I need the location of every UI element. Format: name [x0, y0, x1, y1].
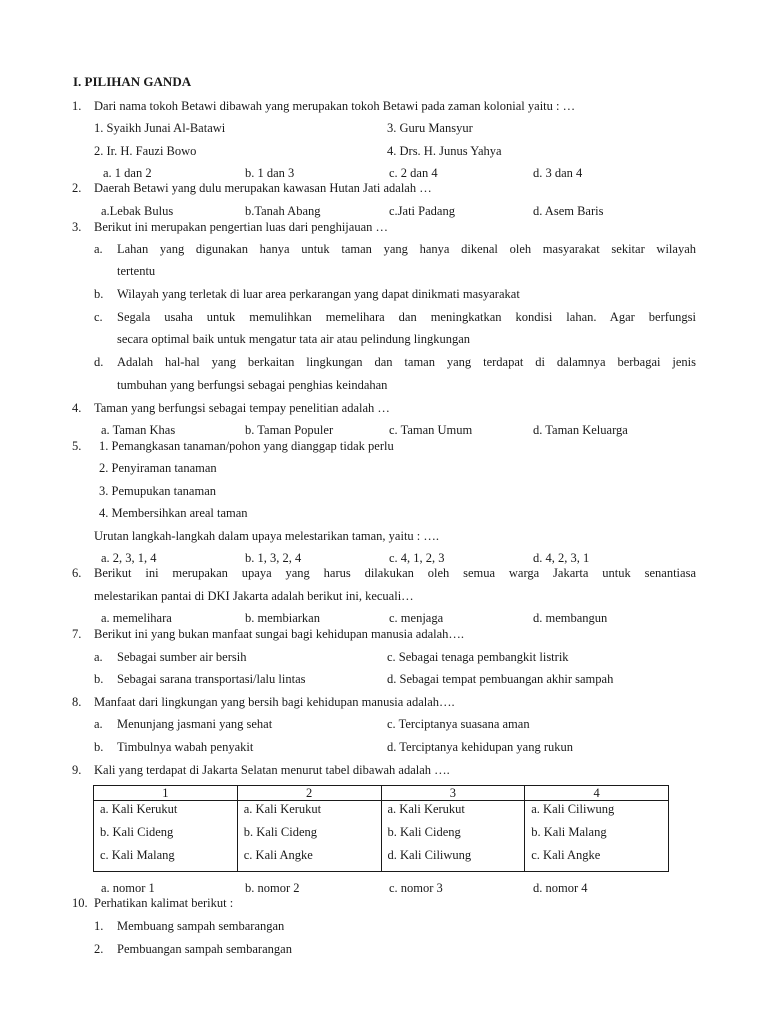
question-text: Berikut ini merupakan upaya yang harus dilakukan oleh semua warga Jakarta untuk senantiasa	[94, 566, 696, 580]
cell-line: a. Kali Kerukut	[243, 802, 322, 816]
question-text: Manfaat dari lingkungan yang bersih bagi kehidupan manusia adalah….	[94, 695, 455, 709]
option-text: Sebagai sumber air bersih	[117, 650, 247, 664]
question-number: 4.	[72, 401, 82, 415]
option-text: secara optimal baik untuk mengatur tata air atau pelindung lingkungan	[117, 332, 471, 346]
table-cell	[94, 801, 238, 872]
option-letter: c.	[94, 310, 103, 324]
table-header: 4	[525, 786, 669, 801]
list-item: Membuang sampah sembarangan	[117, 919, 285, 933]
cell-line: c. Kali Angke	[531, 848, 601, 862]
section-title: I. PILIHAN GANDA	[73, 74, 192, 89]
list-number: 2.	[94, 942, 104, 956]
option-letter: b.	[94, 287, 104, 301]
question-number: 6.	[72, 566, 82, 580]
answer-option: c. 4, 1, 2, 3	[389, 551, 445, 565]
answer-option: a. nomor 1	[101, 881, 155, 895]
answer-option: b. membiarkan	[245, 611, 320, 625]
option-text: d. Sebagai tempat pembuangan akhir sampah	[387, 672, 614, 686]
answer-option: c. 2 dan 4	[389, 166, 438, 180]
question-number: 5.	[72, 439, 82, 453]
table-header-row	[94, 786, 669, 801]
table-header: 1	[94, 786, 238, 801]
answer-option: a. 2, 3, 1, 4	[101, 551, 157, 565]
list-item: 3. Guru Mansyur	[387, 121, 473, 135]
answer-option: d. Asem Baris	[533, 204, 604, 218]
question-number: 9.	[72, 763, 82, 777]
option-text: c. Sebagai tenaga pembangkit listrik	[387, 650, 569, 664]
list-item: 2. Penyiraman tanaman	[99, 461, 217, 475]
table-cell	[237, 801, 381, 872]
option-text: d. Terciptanya kehidupan yang rukun	[387, 740, 573, 754]
option-text: Wilayah yang terletak di luar area perkarangan yang dapat dinikmati masyarakat	[117, 287, 520, 301]
question-number: 10.	[72, 896, 88, 910]
option-text: Menunjang jasmani yang sehat	[117, 717, 273, 731]
question-text: Berikut ini merupakan pengertian luas dari penghijauan …	[94, 220, 389, 234]
answer-option: c. Taman Umum	[389, 423, 473, 437]
cell-line: b. Kali Cideng	[100, 825, 174, 839]
answer-option: a. 1 dan 2	[103, 166, 152, 180]
list-item: 4. Membersihkan areal taman	[99, 506, 248, 520]
answer-option: d. Taman Keluarga	[533, 423, 628, 437]
cell-line: a. Kali Kerukut	[100, 802, 178, 816]
answer-option: a.Lebak Bulus	[101, 204, 174, 218]
cell-line: a. Kali Ciliwung	[531, 802, 615, 816]
question-text: melestarikan pantai di DKI Jakarta adalah berikut ini, kecuali…	[94, 589, 414, 603]
answer-option: b. nomor 2	[245, 881, 300, 895]
list-item: 3. Pemupukan tanaman	[99, 484, 216, 498]
question-text: Perhatikan kalimat berikut :	[94, 896, 234, 910]
option-text: Segala usaha untuk memulihkan memelihara dan meningkatkan kondisi lahan. Agar berfungsi	[117, 310, 696, 324]
answer-option: b. 1 dan 3	[245, 166, 295, 180]
list-item: 1. Pemangkasan tanaman/pohon yang dianggap tidak perlu	[99, 439, 394, 453]
list-item: 2. Ir. H. Fauzi Bowo	[94, 144, 197, 158]
question-text: Urutan langkah-langkah dalam upaya melestarikan taman, yaitu : ….	[94, 529, 440, 543]
cell-line: a. Kali Kerukut	[387, 802, 465, 816]
option-letter: a.	[94, 650, 103, 664]
answer-option: c.Jati Padang	[389, 204, 455, 218]
option-text: Lahan yang digunakan hanya untuk taman yang hanya dikenal oleh masyarakat sekitar wilayah	[117, 242, 696, 256]
question-text: Taman yang berfungsi sebagai tempay penelitian adalah …	[94, 401, 390, 415]
question-text: Daerah Betawi yang dulu merupakan kawasan Hutan Jati adalah …	[94, 181, 432, 195]
list-number: 1.	[94, 919, 104, 933]
cell-line: b. Kali Malang	[531, 825, 607, 839]
answer-option: b. 1, 3, 2, 4	[245, 551, 302, 565]
answer-option: a. Taman Khas	[101, 423, 176, 437]
answer-option: b. Taman Populer	[245, 423, 334, 437]
answer-option: b.Tanah Abang	[245, 204, 321, 218]
question-text: Berikut ini yang bukan manfaat sungai bagi kehidupan manusia adalah….	[94, 627, 465, 641]
answer-option: a. memelihara	[101, 611, 172, 625]
option-letter: b.	[94, 672, 104, 686]
option-letter: a.	[94, 242, 103, 256]
cell-line: c. Kali Angke	[243, 848, 313, 862]
list-item: 1. Syaikh Junai Al-Batawi	[94, 121, 226, 135]
question-text: Dari nama tokoh Betawi dibawah yang merupakan tokoh Betawi pada zaman kolonial yaitu : …	[94, 99, 576, 113]
table-row	[94, 801, 669, 872]
option-letter: a.	[94, 717, 103, 731]
question-text: Kali yang terdapat di Jakarta Selatan menurut tabel dibawah adalah ….	[94, 763, 450, 777]
answer-option: d. 4, 2, 3, 1	[533, 551, 590, 565]
table-header: 3	[381, 786, 525, 801]
question-number: 3.	[72, 220, 82, 234]
option-text: tumbuhan yang berfungsi sebagai penghias keindahan	[117, 378, 388, 392]
option-letter: d.	[94, 355, 104, 369]
table-header: 2	[237, 786, 381, 801]
question-number: 2.	[72, 181, 82, 195]
table-cell	[381, 801, 525, 872]
option-text: c. Terciptanya suasana aman	[387, 717, 530, 731]
answer-option: d. membangun	[533, 611, 608, 625]
cell-line: b. Kali Cideng	[387, 825, 461, 839]
option-text: Timbulnya wabah penyakit	[117, 740, 254, 754]
question-number: 1.	[72, 99, 82, 113]
option-text: tertentu	[117, 264, 156, 278]
list-item: Pembuangan sampah sembarangan	[117, 942, 292, 956]
option-text: Sebagai sarana transportasi/lalu lintas	[117, 672, 306, 686]
table-cell	[525, 801, 669, 872]
option-letter: b.	[94, 740, 104, 754]
cell-line: d. Kali Ciliwung	[387, 848, 472, 862]
river-table	[93, 785, 669, 872]
answer-option: d. 3 dan 4	[533, 166, 583, 180]
question-number: 7.	[72, 627, 82, 641]
question-number: 8.	[72, 695, 82, 709]
answer-option: c. nomor 3	[389, 881, 443, 895]
option-text: Adalah hal-hal yang berkaitan lingkungan dan taman yang terdapat di dalamnya berbagai jenis	[117, 355, 696, 369]
answer-option: d. nomor 4	[533, 881, 588, 895]
cell-line: c. Kali Malang	[100, 848, 175, 862]
cell-line: b. Kali Cideng	[243, 825, 318, 839]
answer-option: c. menjaga	[389, 611, 444, 625]
list-item: 4. Drs. H. Junus Yahya	[387, 144, 502, 158]
